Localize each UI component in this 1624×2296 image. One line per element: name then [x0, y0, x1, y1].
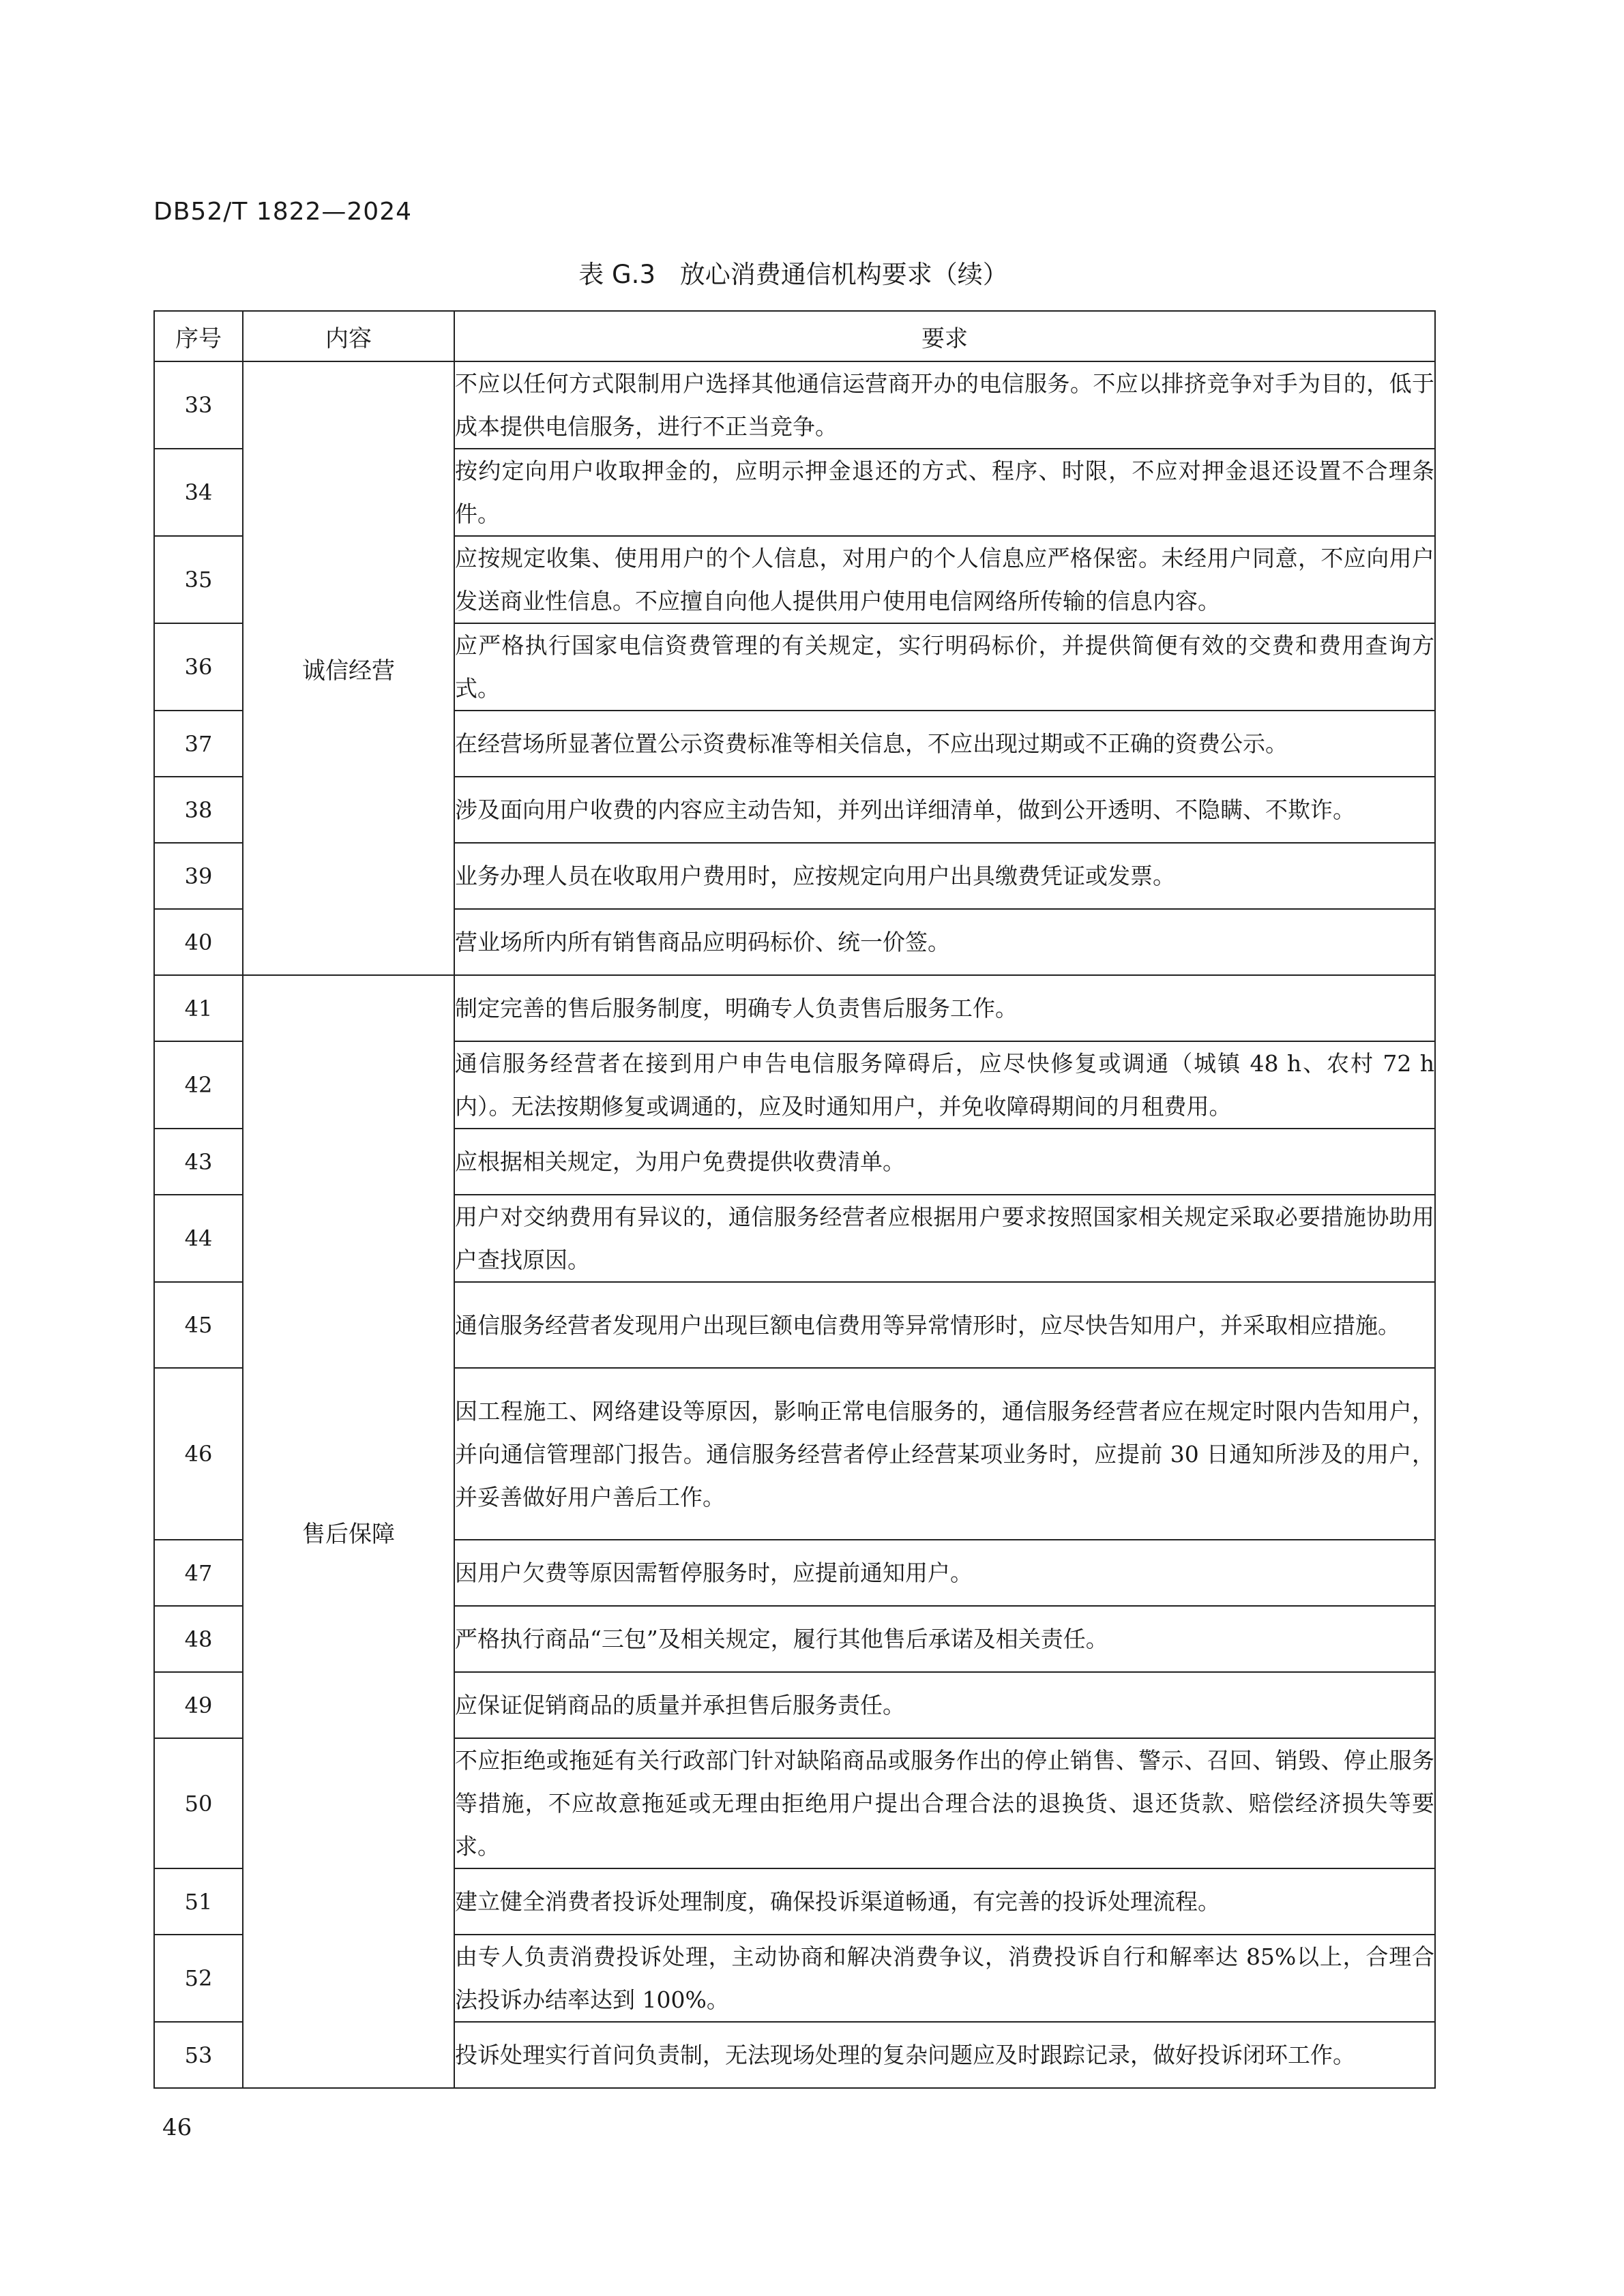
- table-header-row: [154, 311, 1435, 361]
- row-number: 37: [154, 711, 243, 777]
- requirement-text: 应保证促销商品的质量并承担售后服务责任。: [454, 1672, 1435, 1738]
- row-number: 51: [154, 1868, 243, 1935]
- requirement-text: 通信服务经营者在接到用户申告电信服务障碍后，应尽快修复或调通（城镇 48 h、农村 72 h 内）。无法按期修复或调通的，应及时通知用户，并免收障碍期间的月租费用。: [454, 1041, 1435, 1129]
- requirement-text: 不应以任何方式限制用户选择其他通信运营商开办的电信服务。不应以排挤竞争对手为目的，低于成本提供电信服务，进行不正当竞争。: [454, 361, 1435, 449]
- requirement-text: 涉及面向用户收费的内容应主动告知，并列出详细清单，做到公开透明、不隐瞒、不欺诈。: [454, 777, 1435, 843]
- requirement-text: 应严格执行国家电信资费管理的有关规定，实行明码标价，并提供简便有效的交费和费用查询方式。: [454, 623, 1435, 711]
- content-category: 售后保障: [243, 975, 454, 2088]
- requirement-text: 在经营场所显著位置公示资费标准等相关信息，不应出现过期或不正确的资费公示。: [454, 711, 1435, 777]
- requirement-text: 不应拒绝或拖延有关行政部门针对缺陷商品或服务作出的停止销售、警示、召回、销毁、停止服务等措施，不应故意拖延或无理由拒绝用户提出合理合法的退换货、退还货款、赔偿经济损失等要求。: [454, 1738, 1435, 1868]
- table-row: [154, 361, 1435, 449]
- requirement-text: 由专人负责消费投诉处理，主动协商和解决消费争议，消费投诉自行和解率达 85%以上，合理合法投诉办结率达到 100%。: [454, 1935, 1435, 2022]
- requirement-text: 因工程施工、网络建设等原因，影响正常电信服务的，通信服务经营者应在规定时限内告知用户，并向通信管理部门报告。通信服务经营者停止经营某项业务时，应提前 30 日通知所涉及的用户，并妥善做好用户善后工作。: [454, 1368, 1435, 1540]
- row-number: 35: [154, 536, 243, 623]
- table-title-label: 表 G.3: [578, 260, 655, 289]
- row-number: 34: [154, 449, 243, 536]
- row-number: 49: [154, 1672, 243, 1738]
- row-number: 39: [154, 843, 243, 909]
- requirement-text: 按约定向用户收取押金的，应明示押金退还的方式、程序、时限，不应对押金退还设置不合理条件。: [454, 449, 1435, 536]
- requirement-text: 因用户欠费等原因需暂停服务时，应提前通知用户。: [454, 1540, 1435, 1606]
- row-number: 46: [154, 1368, 243, 1540]
- requirements-table: [153, 310, 1436, 2089]
- requirement-text: 投诉处理实行首问负责制，无法现场处理的复杂问题应及时跟踪记录，做好投诉闭环工作。: [454, 2022, 1435, 2088]
- row-number: 36: [154, 623, 243, 711]
- requirement-text: 应根据相关规定，为用户免费提供收费清单。: [454, 1129, 1435, 1195]
- row-number: 47: [154, 1540, 243, 1606]
- table-title: [153, 254, 1433, 290]
- row-number: 50: [154, 1738, 243, 1868]
- requirement-text: 业务办理人员在收取用户费用时，应按规定向用户出具缴费凭证或发票。: [454, 843, 1435, 909]
- requirement-text: 应按规定收集、使用用户的个人信息，对用户的个人信息应严格保密。未经用户同意，不应向用户发送商业性信息。不应擅自向他人提供用户使用电信网络所传输的信息内容。: [454, 536, 1435, 623]
- row-number: 52: [154, 1935, 243, 2022]
- row-number: 44: [154, 1195, 243, 1282]
- requirement-text: 营业场所内所有销售商品应明码标价、统一价签。: [454, 909, 1435, 975]
- row-number: 45: [154, 1282, 243, 1368]
- content-category: 诚信经营: [243, 361, 454, 975]
- requirement-text: 制定完善的售后服务制度，明确专人负责售后服务工作。: [454, 975, 1435, 1041]
- page-number: 46: [162, 2114, 192, 2141]
- row-number: 38: [154, 777, 243, 843]
- table-title-text: 放心消费通信机构要求（续）: [679, 260, 1008, 289]
- document-code: DB52/T 1822—2024: [153, 198, 413, 226]
- requirement-text: 用户对交纳费用有异议的，通信服务经营者应根据用户要求按照国家相关规定采取必要措施协助用户查找原因。: [454, 1195, 1435, 1282]
- column-header-requirement: 要求: [454, 311, 1435, 361]
- column-header-content: 内容: [243, 311, 454, 361]
- row-number: 41: [154, 975, 243, 1041]
- row-number: 33: [154, 361, 243, 449]
- requirement-text: 建立健全消费者投诉处理制度，确保投诉渠道畅通，有完善的投诉处理流程。: [454, 1868, 1435, 1935]
- requirement-text: 通信服务经营者发现用户出现巨额电信费用等异常情形时，应尽快告知用户，并采取相应措施。: [454, 1282, 1435, 1368]
- table-body: [154, 361, 1435, 2088]
- row-number: 48: [154, 1606, 243, 1672]
- row-number: 40: [154, 909, 243, 975]
- row-number: 43: [154, 1129, 243, 1195]
- row-number: 53: [154, 2022, 243, 2088]
- table-row: [154, 975, 1435, 1041]
- row-number: 42: [154, 1041, 243, 1129]
- requirement-text: 严格执行商品“三包”及相关规定，履行其他售后承诺及相关责任。: [454, 1606, 1435, 1672]
- column-header-number: 序号: [154, 311, 243, 361]
